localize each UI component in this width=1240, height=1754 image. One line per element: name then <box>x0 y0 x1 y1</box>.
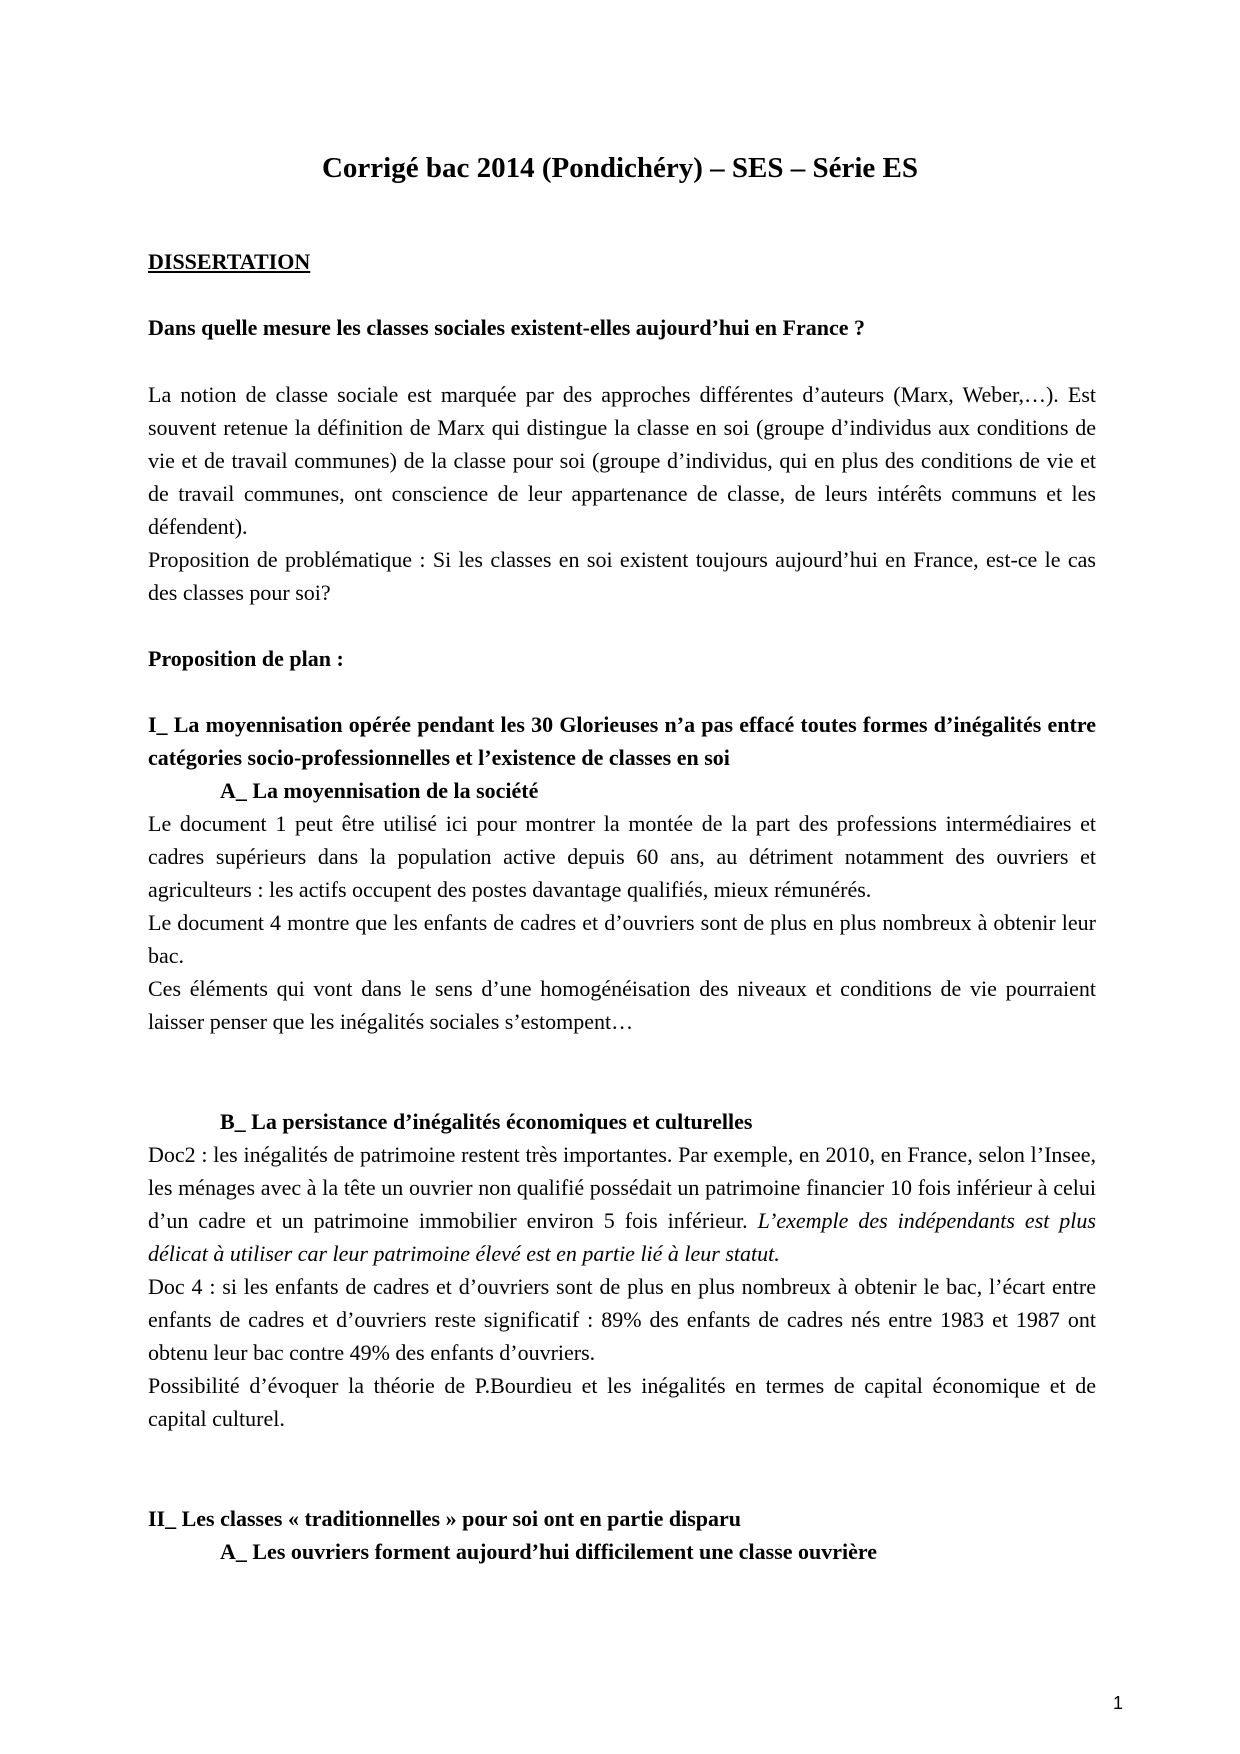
part-1-b-paragraph-1 <box>148 1138 1096 1270</box>
part-1 <box>148 708 1096 1038</box>
question-block <box>148 311 1096 344</box>
part-1-a-paragraph-2: Le document 4 montre que les enfants de cadres et d’ouvriers sont de plus en plus nombreux à obtenir leur bac. <box>148 910 1096 968</box>
part-1-b-heading: B_ La persistance d’inégalités économiques et culturelles <box>220 1109 753 1134</box>
section-label: DISSERTATION <box>148 249 311 274</box>
part-1-b-paragraph-3: Possibilité d’évoquer la théorie de P.Bourdieu et les inégalités en termes de capital économique et de capital culturel. <box>148 1373 1096 1431</box>
section-label-block <box>148 245 1096 278</box>
intro-paragraph-problematique: Proposition de problématique : Si les classes en soi existent toujours aujourd’hui en France, est-ce le cas des classes pour soi? <box>148 547 1096 605</box>
part-1-b-paragraph-2: Doc 4 : si les enfants de cadres et d’ouvriers sont de plus en plus nombreux à obtenir le bac, l’écart entre enfants de cadres et d’ouvriers reste significatif : 89% des enfants de cadres nés entre 1983 et 1987 ont obtenu leur bac contre 49% des enfants d’ouvriers. <box>148 1274 1096 1365</box>
page-number: 1 <box>1112 1693 1123 1713</box>
intro-paragraph-definition: La notion de classe sociale est marquée par des approches différentes d’auteurs (Marx, Weber,…). Est souvent retenue la définition de Marx qui distingue la classe en soi (groupe d’individus aux conditions de vie et de travail communes) de la classe pour soi (groupe d’individus, qui en plus des conditions de vie et de travail communes, ont conscience de leur appartenance de classe, de leurs intérêts communs et les défendent). <box>148 382 1096 539</box>
part-1-b-paragraph-1-italic-note: L’exemple des indépendants est plus délicat à utiliser car leur patrimoine élevé est en partie lié à leur statut. <box>148 1208 1096 1266</box>
part-2-heading: II_ Les classes « traditionnelles » pour soi ont en partie disparu <box>148 1506 742 1531</box>
part-2 <box>148 1502 1096 1568</box>
plan-label: Proposition de plan : <box>148 646 344 671</box>
part-1-b-paragraph-1-text: Doc2 : les inégalités de patrimoine restent très importantes. Par exemple, en 2010, en France, selon l’Insee, les ménages avec à la tête un ouvrier non qualifié possédait un patrimoine financier 10 fois inférieur à celui d’un cadre et un patrimoine immobilier environ 5 fois inférieur. <box>148 1142 1096 1233</box>
part-1-heading: I_ La moyennisation opérée pendant les 30 Glorieuses n’a pas effacé toutes formes d’inégalités entre catégories socio-professionnelles et l’existence de classes en soi <box>148 712 1096 770</box>
introduction <box>148 378 1096 609</box>
part-2-a-heading: A_ Les ouvriers forment aujourd’hui difficilement une classe ouvrière <box>220 1539 878 1564</box>
part-1-a-paragraph-1: Le document 1 peut être utilisé ici pour montrer la montée de la part des professions intermédiaires et cadres supérieurs dans la population active depuis 60 ans, au détriment notamment des ouvriers et agriculteurs : les actifs occupent des postes davantage qualifiés, mieux rémunérés. <box>148 811 1096 902</box>
part-1-a-heading: A_ La moyennisation de la société <box>220 778 539 803</box>
part-1-b <box>148 1105 1096 1435</box>
part-1-a-paragraph-3: Ces éléments qui vont dans le sens d’une homogénéisation des niveaux et conditions de vie pourraient laisser penser que les inégalités sociales s’estompent… <box>148 976 1096 1034</box>
document-title: Corrigé bac 2014 (Pondichéry) – SES – Série ES <box>321 152 919 184</box>
plan-label-block <box>148 642 1096 675</box>
dissertation-question: Dans quelle mesure les classes sociales existent-elles aujourd’hui en France ? <box>148 315 865 340</box>
